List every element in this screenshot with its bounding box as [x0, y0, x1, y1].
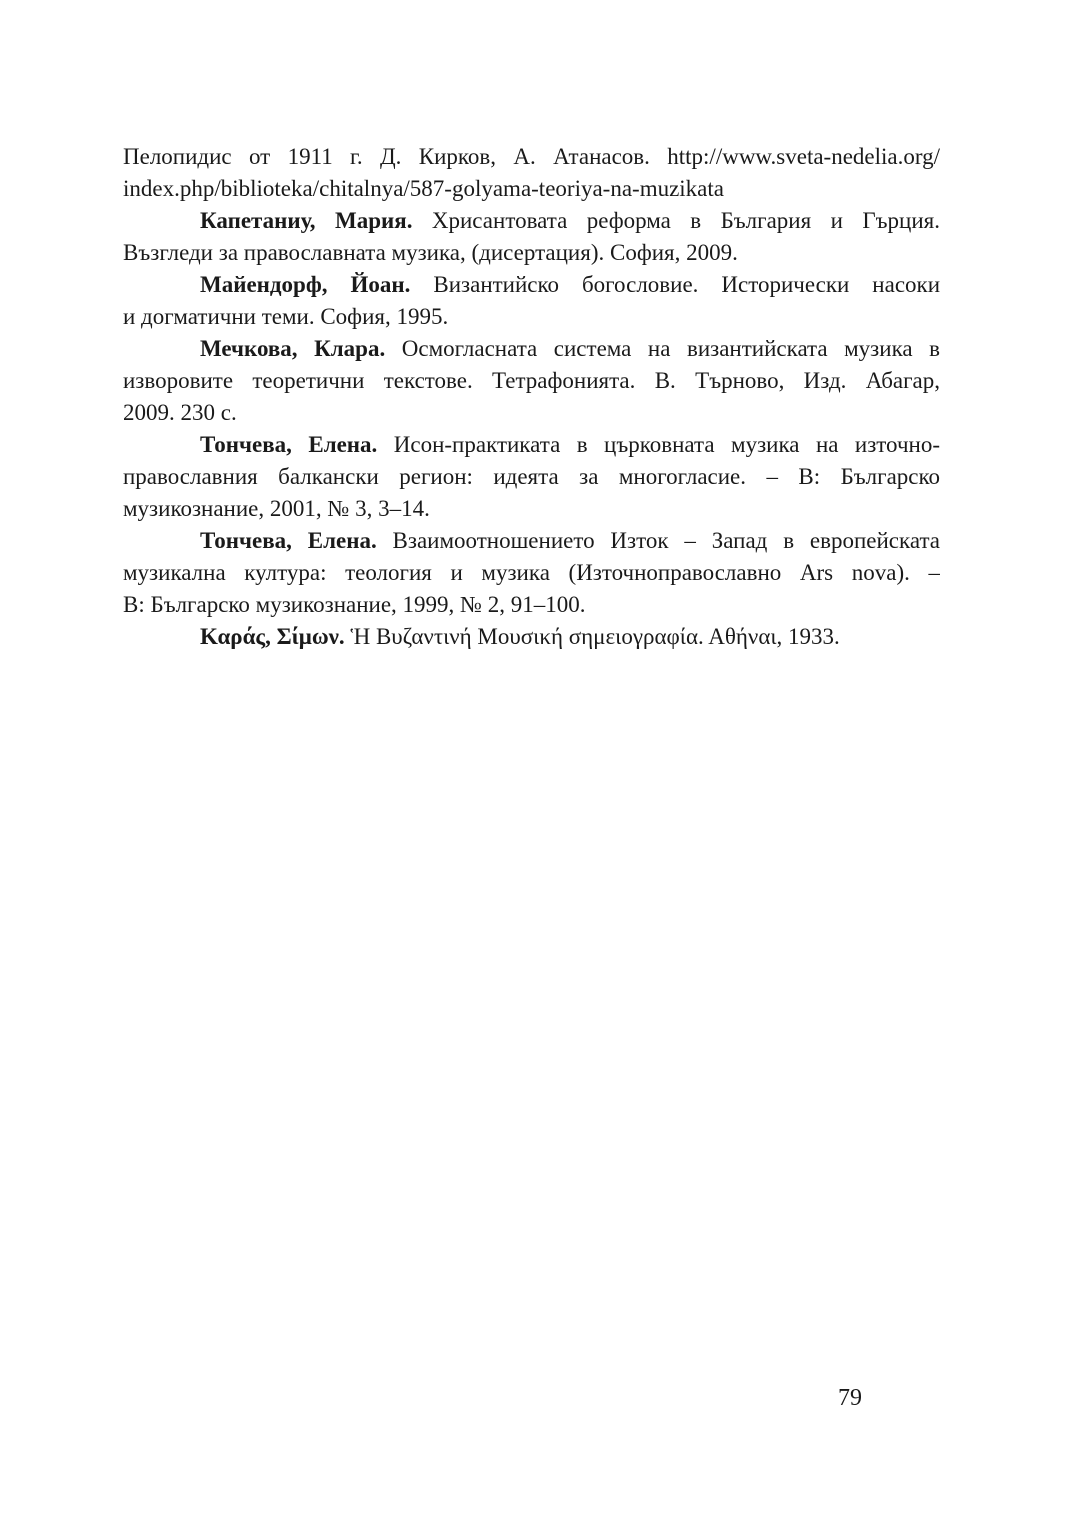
entry-text: 2009. 230 с. [123, 400, 237, 425]
entry-author: Καράς, Σίμων. [200, 624, 345, 649]
entry-line [123, 141, 940, 173]
bibliography-entry [123, 269, 940, 333]
entry-text: Хрисантовата реформа в България и Гърция. [431, 208, 940, 233]
entry-line [123, 461, 940, 493]
entry-text: Исон-практиката в църковната музика на източно- [393, 432, 940, 457]
entry-text: Византийско богословие. Исторически насоки [433, 272, 940, 297]
entry-text: музикознание, 2001, № 3, 3–14. [123, 496, 430, 521]
entry-text: православния балкански регион: идеята за многогласие. – В: Българско [123, 464, 940, 489]
entry-text: index.php/biblioteka/chitalnya/587-golyama-teoriya-na-muzikata [123, 176, 724, 201]
entry-author: Капетаниу, Мария. [200, 208, 413, 233]
entry-line [123, 365, 940, 397]
entry-line [123, 621, 940, 653]
entry-text: Осмогласната система на византийската музика в [401, 336, 940, 361]
bibliography-entry [123, 205, 940, 269]
entry-text: изворовите теоретични текстове. Тетрафонията. В. Търново, Изд. Абагар, [123, 368, 940, 393]
bibliography-entry [123, 141, 940, 205]
entry-author: Мечкова, Клара. [200, 336, 386, 361]
bibliography-entry [123, 333, 940, 429]
entry-line [123, 333, 940, 365]
entry-line [123, 269, 940, 301]
entry-line [123, 525, 940, 557]
bibliography-list [123, 141, 940, 653]
bibliography-entry [123, 525, 940, 621]
entry-line [123, 493, 940, 525]
page-number: 79 [838, 1385, 862, 1411]
entry-line [123, 557, 940, 589]
entry-author: Тончева, Елена. [200, 528, 377, 553]
entry-text: и догматични теми. София, 1995. [123, 304, 449, 329]
bibliography-entry [123, 429, 940, 525]
entry-line [123, 205, 940, 237]
entry-author: Тончева, Елена. [200, 432, 378, 457]
entry-text: Възгледи за православната музика, (дисертация). София, 2009. [123, 240, 738, 265]
entry-author: Майендорф, Йоан. [200, 272, 411, 297]
entry-text: Ἡ Βυζαντινή Μουσική σημειογραφία. Αθήναι, 1933. [350, 624, 840, 649]
entry-line [123, 301, 940, 333]
entry-line [123, 397, 940, 429]
entry-line [123, 589, 940, 621]
entry-line [123, 173, 940, 205]
entry-text: В: Българско музикознание, 1999, № 2, 91–100. [123, 592, 586, 617]
entry-line [123, 429, 940, 461]
entry-text: Взаимоотношението Изток – Запад в европейската [392, 528, 940, 553]
bibliography-entry [123, 621, 940, 653]
entry-text: Пелопидис от 1911 г. Д. Кирков, А. Атанасов. http://www.sveta-nedelia.org/ [123, 144, 940, 169]
entry-text: музикална култура: теология и музика (Източноправославно Ars nova). – [123, 560, 940, 585]
entry-line [123, 237, 940, 269]
